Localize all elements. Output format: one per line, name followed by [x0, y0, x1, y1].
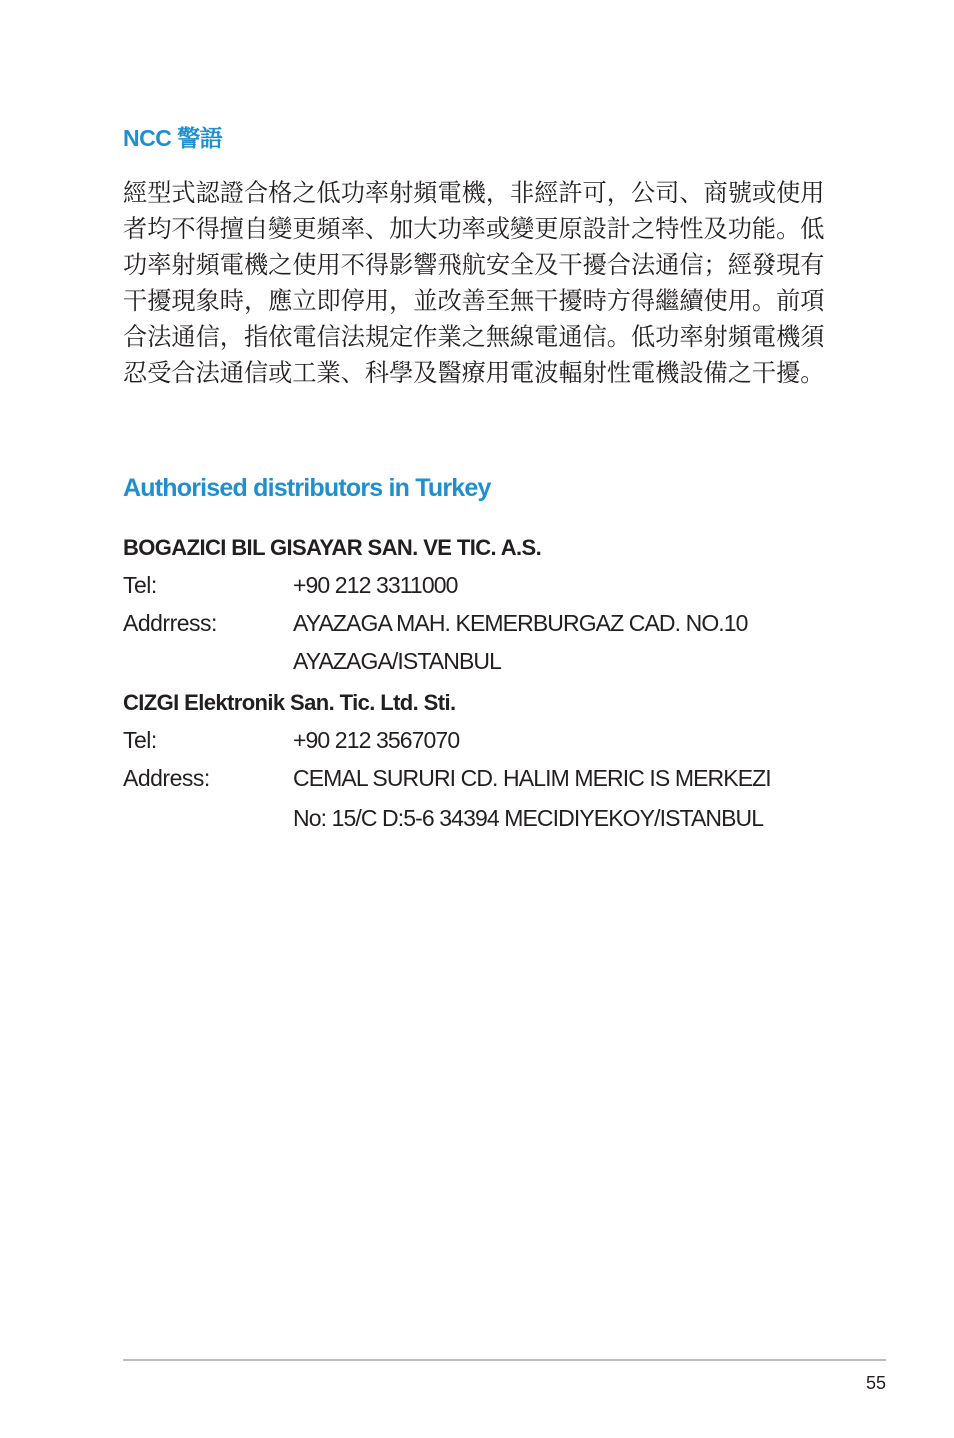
- footer-divider: [123, 1359, 886, 1361]
- distributor-name: BOGAZICI BIL GISAYAR SAN. VE TIC. A.S.: [123, 535, 542, 560]
- distributor-name: CIZGI Elektronik San. Tic. Ltd. Sti.: [123, 690, 456, 715]
- address-line-2: AYAZAGA/ISTANBUL: [293, 648, 501, 674]
- ncc-warning-text: 經型式認證合格之低功率射頻電機，非經許可，公司、商號或使用者均不得擅自變更頻率、加大功率或變更原設計之特性及功能。低功率射頻電機之使用不得影響飛航安全及干擾合法通信；經發現有干擾現象時，應立即停用，並改善至無干擾時方得繼續使用。前項合法通信，指依電信法規定作業之無線電通信。低功率射頻電機須忍受合法通信或工業、科學及醫療用電波輻射性電機設備之干擾。: [123, 179, 825, 387]
- address-label: Address:: [123, 765, 210, 791]
- tel-label: Tel:: [123, 727, 157, 753]
- address-line-1: CEMAL SURURI CD. HALIM MERIC IS MERKEZI: [293, 765, 771, 791]
- address-line-2: No: 15/C D:5-6 34394 MECIDIYEKOY/ISTANBUL: [293, 805, 764, 831]
- page-number: 55: [865, 1373, 886, 1393]
- address-line-1: AYAZAGA MAH. KEMERBURGAZ CAD. NO.10: [293, 610, 748, 636]
- turkey-distributors-heading: Authorised distributors in Turkey: [123, 474, 491, 502]
- address-label: Addrress:: [123, 610, 217, 636]
- tel-value: +90 212 3567070: [293, 727, 460, 753]
- tel-value: +90 212 3311000: [293, 572, 458, 598]
- ncc-warning-heading: NCC 警語: [123, 125, 223, 151]
- tel-label: Tel:: [123, 572, 157, 598]
